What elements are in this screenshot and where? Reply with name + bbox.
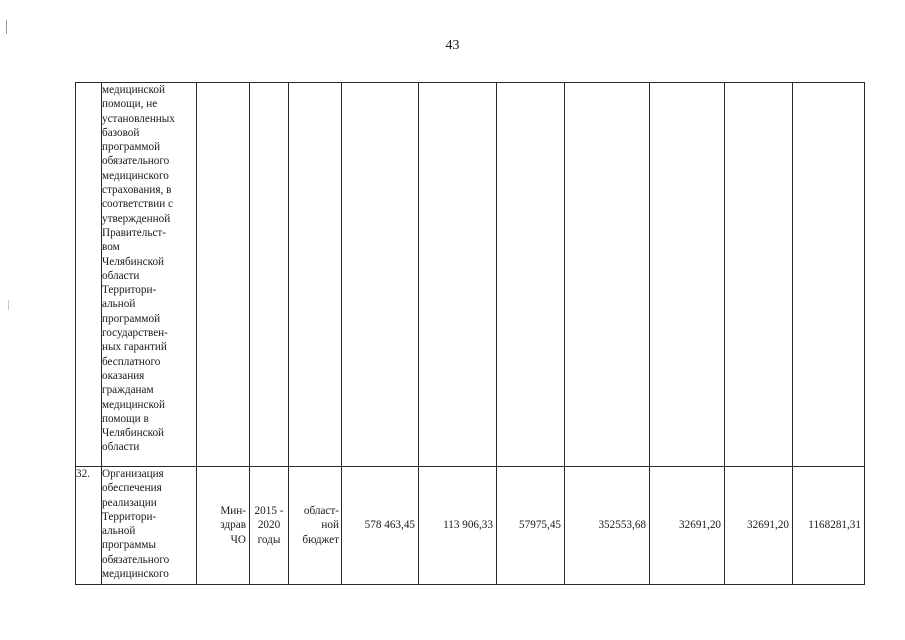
period-text	[250, 504, 288, 547]
text-line: альной	[102, 298, 136, 311]
value-cell: 57975,45	[497, 467, 565, 585]
text-line: ных гарантий	[102, 341, 167, 354]
text-line: базовой	[102, 126, 140, 139]
budget-table	[75, 82, 865, 585]
value-cell: 352553,68	[565, 467, 650, 585]
text-line: области	[102, 269, 140, 282]
text-line: обеспечения	[102, 482, 162, 495]
value-cell	[419, 83, 497, 467]
source-cell	[289, 467, 342, 585]
text-line: медицинской	[102, 398, 165, 411]
text-line: медицинской	[102, 84, 165, 96]
period-line: годы	[257, 533, 281, 546]
text-line: обязательного	[102, 553, 170, 566]
text-line: Правительст-	[102, 226, 167, 239]
executor-line: ЧО	[230, 533, 246, 546]
text-line: установленных	[102, 112, 175, 125]
text-line: помощи в	[102, 412, 149, 425]
event-name-cell	[102, 467, 197, 585]
text-line: соответствии с	[102, 198, 173, 211]
text-line: области	[102, 441, 140, 454]
event-name-text	[102, 467, 196, 581]
value-cell: 578 463,45	[342, 467, 419, 585]
text-line: Территори-	[102, 284, 157, 297]
event-name-cell	[102, 83, 197, 467]
value-cell	[725, 83, 793, 467]
text-line: Челябинской	[102, 255, 165, 268]
period-cell	[250, 467, 289, 585]
executor-cell	[197, 467, 250, 585]
text-line: программой	[102, 312, 161, 325]
source-cell	[289, 83, 342, 467]
row-number-cell	[76, 83, 102, 467]
funding-source-text	[289, 504, 339, 547]
source-line: бюджет	[302, 533, 339, 546]
executor-line: здрав	[220, 519, 246, 532]
text-line: альной	[102, 525, 136, 538]
text-line: медицинского	[102, 568, 169, 581]
value-cell: 1168281,31	[793, 467, 865, 585]
period-cell	[250, 83, 289, 467]
text-line: медицинского	[102, 169, 169, 182]
scan-mark-middle	[8, 300, 9, 310]
text-line: Челябинской	[102, 427, 165, 440]
text-line: гражданам	[102, 384, 154, 397]
text-line: помощи, не	[102, 98, 158, 111]
text-line: реализации	[102, 496, 157, 509]
text-line: Территори-	[102, 510, 157, 523]
text-line: Организация	[102, 468, 164, 480]
executor-cell	[197, 83, 250, 467]
text-line: страхования, в	[102, 184, 172, 197]
source-line: област-	[303, 505, 339, 518]
row-number-cell: 32.	[76, 467, 102, 585]
period-line: 2015 -	[254, 505, 284, 518]
event-name-text	[102, 83, 196, 455]
text-line: вом	[102, 241, 120, 254]
executor-line: Мин-	[220, 505, 246, 518]
table-row-32	[76, 467, 865, 585]
text-line: программой	[102, 141, 161, 154]
value-cell	[565, 83, 650, 467]
text-line: обязательного	[102, 155, 170, 168]
value-cell	[497, 83, 565, 467]
executor-text	[197, 504, 246, 547]
text-line: программы	[102, 539, 156, 552]
text-line: государствен-	[102, 327, 168, 340]
scan-mark-top	[6, 20, 7, 34]
page-number: 43	[445, 38, 460, 53]
value-cell: 113 906,33	[419, 467, 497, 585]
value-cell: 32691,20	[725, 467, 793, 585]
value-cell	[793, 83, 865, 467]
text-line: утвержденной	[102, 212, 171, 225]
value-cell	[650, 83, 725, 467]
value-cell	[342, 83, 419, 467]
text-line: бесплатного	[102, 355, 161, 368]
period-line: 2020	[257, 519, 281, 532]
source-line: ной	[321, 519, 339, 532]
table-row-continuation	[76, 83, 865, 467]
text-line: оказания	[102, 369, 145, 382]
value-cell: 32691,20	[650, 467, 725, 585]
